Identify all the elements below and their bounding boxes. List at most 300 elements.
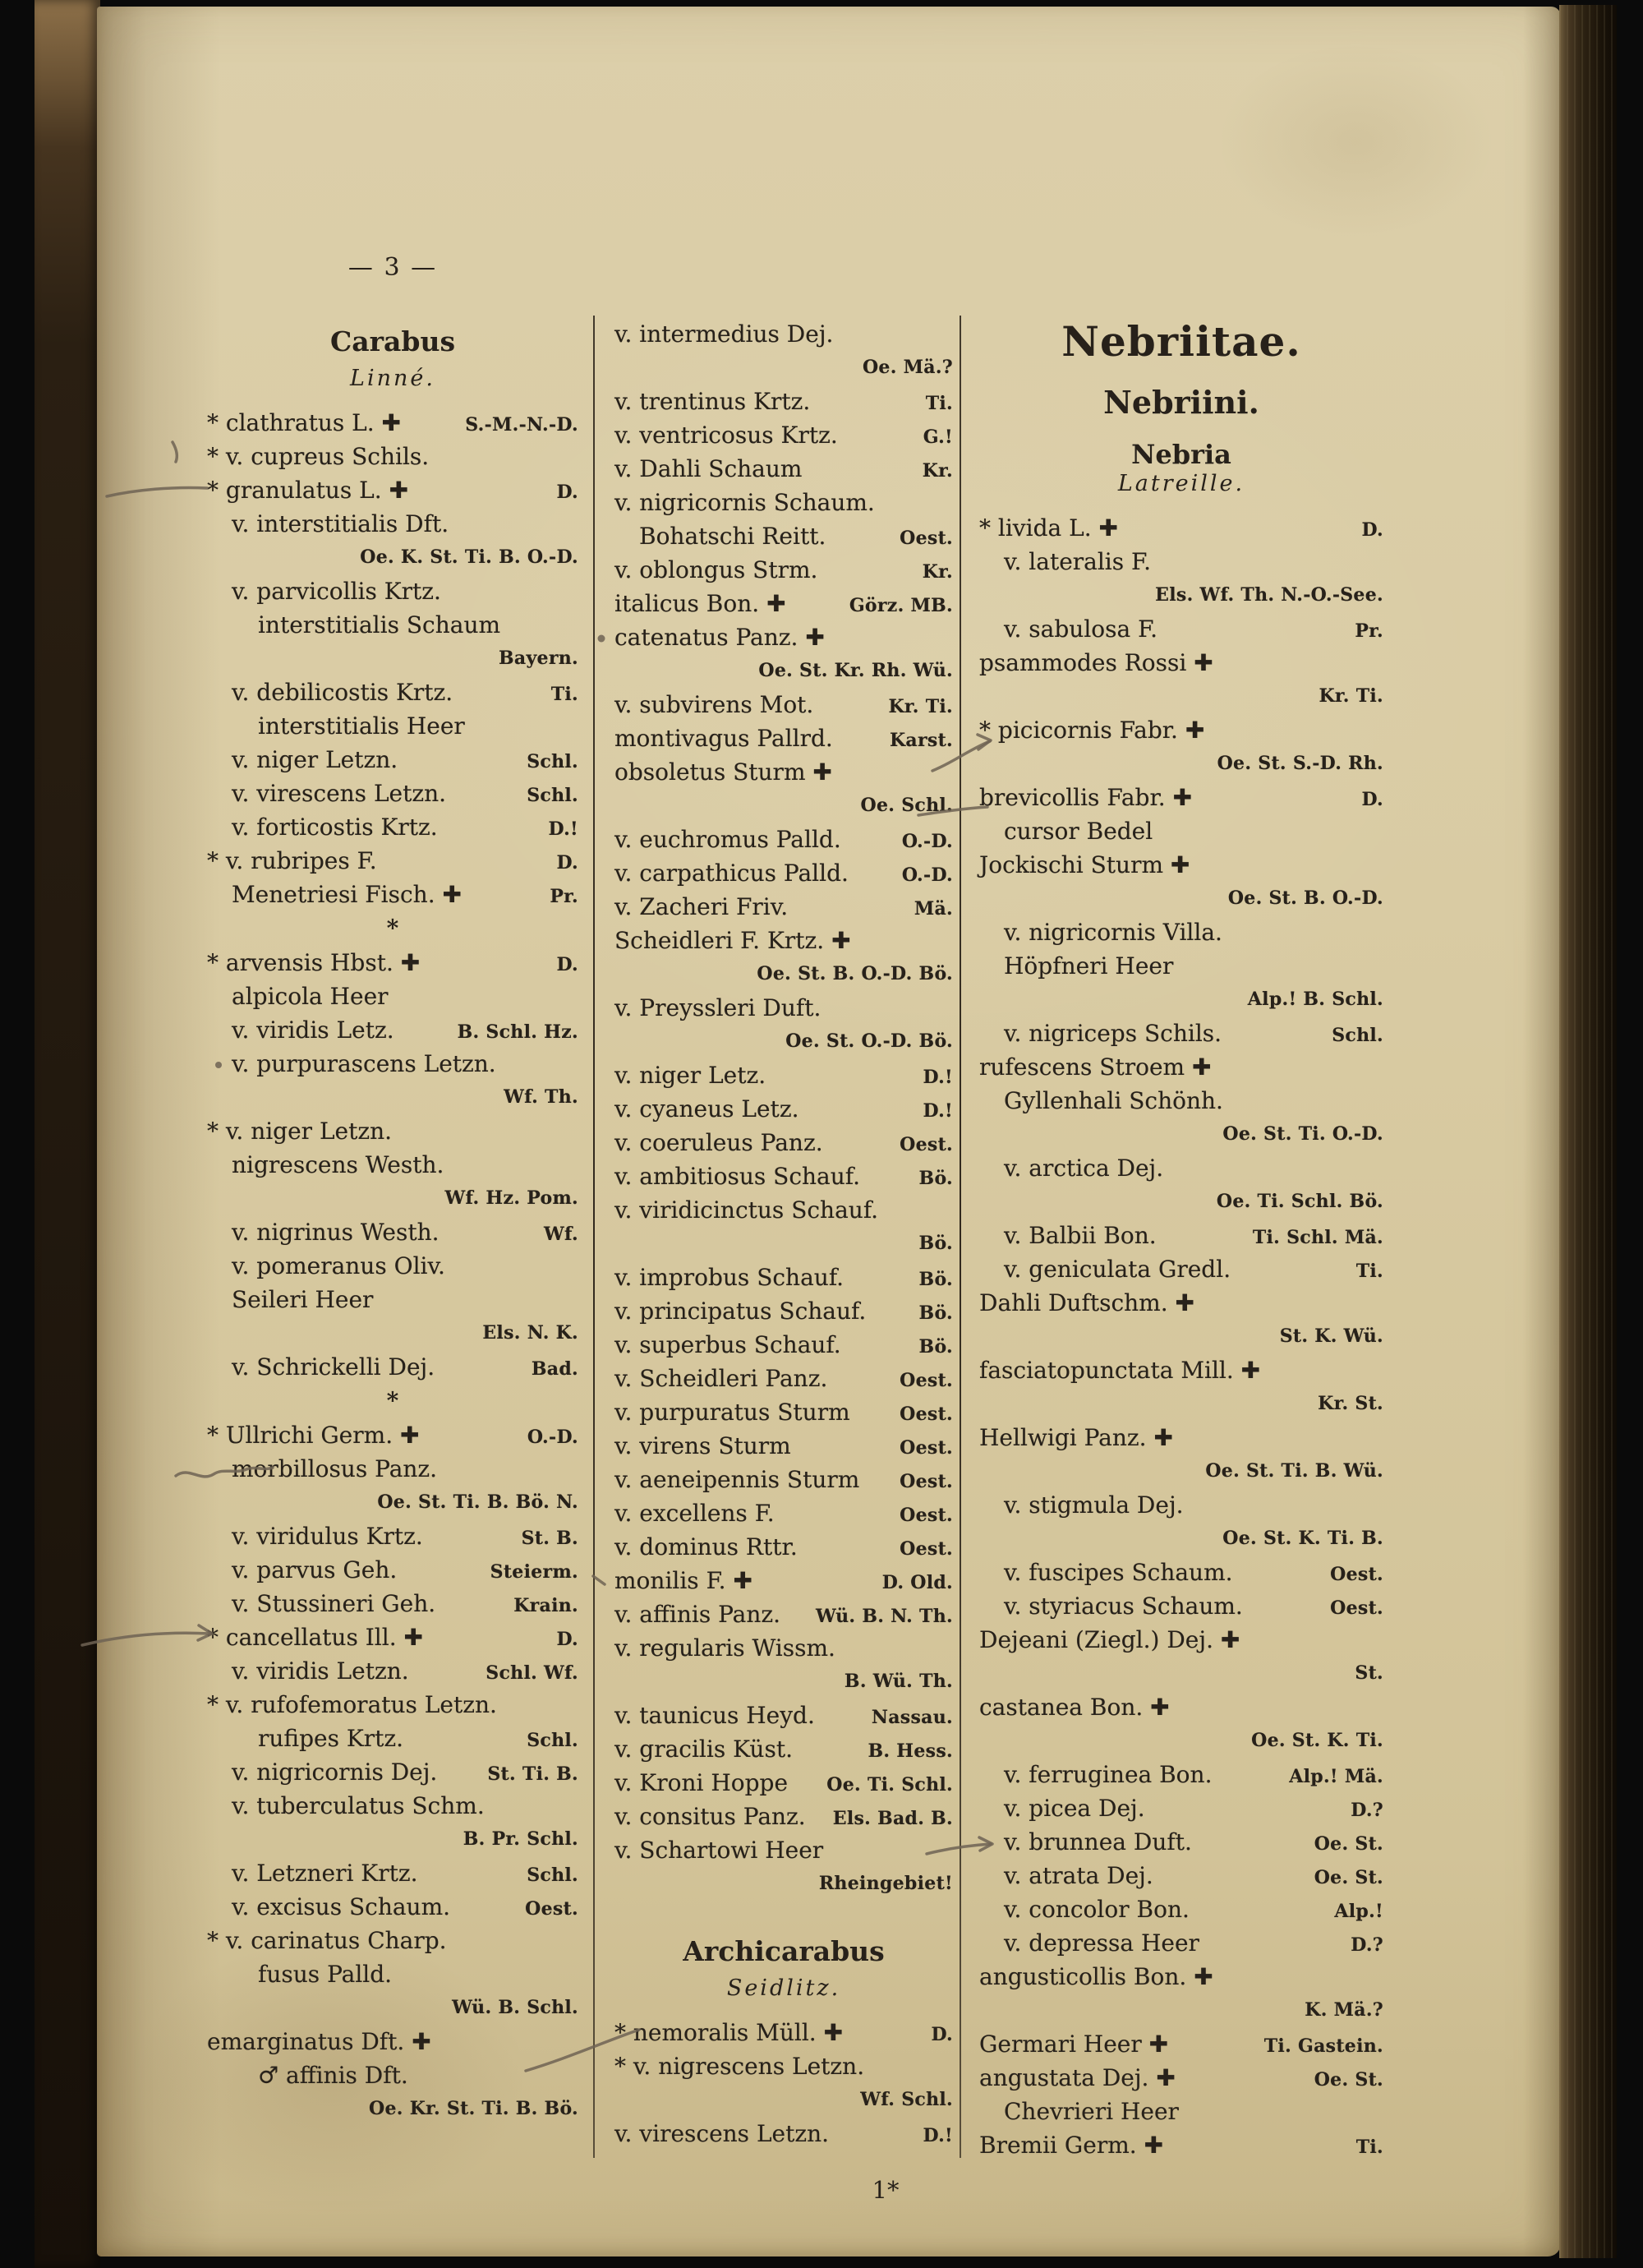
region-abbreviations: D.: [1361, 789, 1383, 810]
signature-mark: 1*: [872, 2176, 900, 2204]
region-abbreviations: Oe. K. St. Ti. B. O.-D.: [360, 546, 578, 568]
catalog-entry: [207, 440, 578, 473]
region-abbreviations: D.: [556, 954, 578, 975]
catalog-entry: [614, 620, 953, 654]
region-abbreviations: Karst.: [890, 730, 953, 751]
region-abbreviations: Wü. B. N. Th.: [816, 1606, 953, 1627]
taxon-name: Gyllenhali Schönh.: [1004, 1087, 1223, 1114]
taxon-name: v. subvirens Mot.: [614, 691, 814, 718]
taxon-name: rufipes Krtz.: [258, 1725, 404, 1752]
region-abbreviations: Oe. St. B. O.-D. Bö.: [757, 963, 953, 984]
catalog-entry: [207, 1350, 578, 1384]
catalog-entry: [614, 1597, 953, 1631]
catalog-entry: [207, 507, 578, 541]
taxon-name: psammodes Rossi ✚: [979, 649, 1213, 676]
region-abbreviations: Oe. Kr. St. Ti. B. Bö.: [369, 2098, 578, 2119]
catalog-entry: [614, 1463, 953, 1496]
catalog-entry: [207, 1452, 578, 1486]
catalog-entry: [979, 646, 1383, 680]
catalog-entry: [979, 2027, 1383, 2061]
region-abbreviations: Schl.: [527, 751, 578, 772]
catalog-entry: [614, 1867, 953, 1901]
taxon-name: v. depressa Heer: [1004, 1929, 1199, 1957]
catalog-entry: [979, 1084, 1383, 1118]
catalog-entry: [614, 553, 953, 587]
region-abbreviations: Oest.: [900, 1505, 953, 1526]
taxon-name: v. consitus Panz.: [614, 1803, 806, 1830]
catalog-entry: [207, 1654, 578, 1688]
region-abbreviations: Kr.: [922, 561, 953, 583]
region-abbreviations: Schl.: [1332, 1025, 1383, 1046]
taxon-name: Höpfneri Heer: [1004, 952, 1174, 980]
region-abbreviations: G.!: [923, 426, 953, 448]
catalog-entry: [979, 680, 1383, 713]
catalog-entry: [207, 1688, 578, 1722]
taxon-name: interstitialis Schaum: [258, 611, 501, 638]
region-abbreviations: Ti.: [550, 684, 578, 705]
catalog-entry: [979, 747, 1383, 781]
region-abbreviations: Oe. St.: [1314, 2069, 1383, 2091]
catalog-entry: [979, 1050, 1383, 1084]
author-name: Linné.: [350, 366, 435, 391]
taxon-name: * clathratus L. ✚: [207, 409, 402, 436]
taxon-name: Chevrieri Heer: [1004, 2098, 1179, 2125]
taxon-name: v. gracilis Küst.: [614, 1736, 793, 1763]
taxon-name: v. excellens F.: [614, 1500, 775, 1527]
taxon-name: emarginatus Dft. ✚: [207, 2028, 431, 2055]
region-abbreviations: Görz. MB.: [849, 595, 953, 616]
taxon-name: fasciatopunctata Mill. ✚: [979, 1357, 1261, 1384]
region-abbreviations: Els. N. K.: [482, 1322, 578, 1344]
taxon-name: v. principatus Schauf.: [614, 1298, 867, 1325]
region-abbreviations: D.: [931, 2024, 953, 2045]
taxon-name: v. virescens Letzn.: [232, 780, 447, 807]
catalog-entry: [614, 2016, 953, 2049]
taxon-name: v. cyaneus Letz.: [614, 1095, 799, 1122]
region-abbreviations: St.: [1355, 1662, 1383, 1684]
taxon-name: v. fuscipes Schaum.: [1004, 1559, 1233, 1586]
catalog-entry: [979, 1859, 1383, 1892]
catalog-entry: [207, 541, 578, 574]
region-abbreviations: Oe. Mä.?: [862, 357, 953, 378]
catalog-entry: [614, 1092, 953, 1126]
taxon-name: v. trentinus Krtz.: [614, 388, 811, 415]
region-abbreviations: B. Pr. Schl.: [463, 1828, 578, 1850]
catalog-entry: [614, 1833, 953, 1867]
catalog-entry: [207, 1148, 578, 1182]
taxon-name: * v. nigrescens Letzn.: [614, 2053, 865, 2080]
column-divider-right: [960, 316, 961, 2158]
region-abbreviations: St. Ti. B.: [487, 1763, 578, 1785]
region-abbreviations: Oe. Schl.: [860, 795, 953, 816]
catalog-entry: [979, 1892, 1383, 1926]
catalog-entry: [979, 1589, 1383, 1623]
catalog-entry: [614, 351, 953, 385]
catalog-entry: [207, 1823, 578, 1856]
catalog-entry: [614, 1631, 953, 1665]
catalog-entry: [614, 317, 953, 351]
taxon-name: * v. rufofemoratus Letzn.: [207, 1691, 497, 1718]
catalog-entry: [207, 1047, 578, 1081]
taxon-name: v. stigmula Dej.: [1004, 1491, 1184, 1519]
region-abbreviations: Wf.: [544, 1224, 578, 1245]
catalog-page: [97, 7, 1561, 2256]
catalog-entry: [614, 1025, 953, 1058]
catalog-entry: [207, 1316, 578, 1350]
catalog-entry: [207, 608, 578, 642]
taxon-name: v. purpuratus Sturm: [614, 1399, 850, 1426]
region-abbreviations: O.-D.: [527, 1427, 578, 1448]
catalog-entry: [979, 1690, 1383, 1724]
catalog-entry: [207, 1249, 578, 1283]
taxon-name: v. Kroni Hoppe: [614, 1769, 789, 1796]
region-abbreviations: Oe. St.: [1314, 1833, 1383, 1855]
taxon-name: Scheidleri F. Krtz. ✚: [614, 927, 851, 954]
region-abbreviations: Oest.: [900, 1134, 953, 1155]
region-abbreviations: Nassau.: [871, 1707, 953, 1728]
column-carabus: [207, 325, 578, 2126]
region-abbreviations: Rheingebiet!: [818, 1873, 953, 1894]
catalog-entry: [207, 743, 578, 777]
author-name: Latreille.: [1117, 471, 1245, 496]
catalog-entry: [207, 810, 578, 844]
taxon-name: ♂ affinis Dft.: [258, 2062, 408, 2089]
catalog-entry: [979, 1185, 1383, 1219]
taxon-name: v. aeneipennis Sturm: [614, 1466, 860, 1493]
region-abbreviations: Schl.: [527, 1730, 578, 1751]
region-abbreviations: B. Schl. Hz.: [457, 1021, 578, 1043]
region-abbreviations: D.!: [923, 1067, 953, 1088]
catalog-entry: [614, 1058, 953, 1092]
taxon-name: v. dominus Rttr.: [614, 1533, 798, 1560]
catalog-entry: [207, 1722, 578, 1755]
region-abbreviations: Oest.: [900, 1538, 953, 1560]
taxon-name: v. taunicus Heyd.: [614, 1702, 815, 1729]
region-abbreviations: D.?: [1351, 1800, 1383, 1821]
column-nebriitae: [979, 319, 1383, 2162]
region-abbreviations: Oe. St. O.-D. Bö.: [785, 1030, 953, 1052]
region-abbreviations: Oest.: [900, 1404, 953, 1425]
taxon-name: monilis F. ✚: [614, 1567, 752, 1594]
region-abbreviations: Wf. Th.: [504, 1086, 578, 1108]
catalog-entry: [979, 949, 1383, 983]
taxon-name: Dahli Duftschm. ✚: [979, 1289, 1194, 1316]
star-separator: *: [386, 915, 399, 942]
taxon-name: v. carpathicus Palld.: [614, 860, 849, 887]
taxon-name: v. Schartowi Heer: [614, 1837, 824, 1864]
region-abbreviations: D.: [556, 852, 578, 874]
catalog-entry: [614, 957, 953, 991]
catalog-entry: [614, 2117, 953, 2150]
region-abbreviations: Ti. Gastein.: [1263, 2035, 1383, 2057]
taxon-name: * v. cupreus Schils.: [207, 443, 430, 470]
column-divider-left: [593, 316, 595, 2158]
region-abbreviations: Oest.: [900, 1437, 953, 1459]
taxon-name: v. brunnea Duft.: [1004, 1828, 1192, 1855]
taxon-name: * cancellatus Ill. ✚: [207, 1624, 423, 1651]
region-abbreviations: Pr.: [550, 886, 578, 907]
region-abbreviations: Oe. St. B. O.-D.: [1227, 887, 1383, 909]
region-abbreviations: Oe. St. K. Ti. B.: [1222, 1528, 1383, 1549]
catalog-entry: [979, 2061, 1383, 2095]
taxon-name: v. picea Dej.: [1004, 1795, 1145, 1822]
region-abbreviations: Alp.! B. Schl.: [1247, 989, 1383, 1010]
catalog-entry: [207, 406, 578, 440]
taxon-heading: Nebriini.: [1103, 384, 1259, 421]
taxon-name: catenatus Panz. ✚: [614, 624, 825, 651]
region-abbreviations: Bö.: [918, 1168, 953, 1189]
taxon-name: * arvensis Hbst. ✚: [207, 949, 421, 976]
taxon-name: v. debilicostis Krtz.: [232, 679, 453, 706]
catalog-entry: [614, 755, 953, 789]
catalog-entry: [614, 418, 953, 452]
catalog-entry: [614, 486, 953, 519]
column-carabus-continued: [614, 317, 953, 2150]
taxon-name: Germari Heer ✚: [979, 2031, 1169, 2058]
taxon-name: Bohatschi Reitt.: [639, 523, 826, 550]
region-abbreviations: D.: [556, 1629, 578, 1650]
catalog-entry: [207, 642, 578, 675]
catalog-entry: [979, 814, 1383, 848]
catalog-entry: [614, 721, 953, 755]
catalog-entry: [207, 1620, 578, 1654]
catalog-entry: [614, 1395, 953, 1429]
region-abbreviations: Steierm.: [490, 1561, 578, 1583]
region-abbreviations: Oe. Ti. Schl.: [826, 1774, 953, 1796]
taxon-name: * granulatus L. ✚: [207, 477, 409, 504]
region-abbreviations: Bayern.: [499, 648, 578, 669]
region-abbreviations: O.-D.: [901, 864, 953, 886]
taxon-name: fusus Palld.: [258, 1961, 393, 1988]
catalog-entry: [207, 878, 578, 911]
catalog-entry: [979, 1286, 1383, 1320]
region-abbreviations: Bö.: [918, 1302, 953, 1324]
catalog-entry: [979, 1960, 1383, 1994]
catalog-entry: [979, 1994, 1383, 2027]
catalog-entry: [614, 1496, 953, 1530]
taxon-name: v. viridis Letzn.: [232, 1657, 409, 1685]
taxon-name: Seileri Heer: [232, 1286, 374, 1313]
taxon-name: * v. niger Letzn.: [207, 1118, 393, 1145]
taxon-name: v. viridulus Krtz.: [232, 1523, 423, 1550]
region-abbreviations: Wf. Hz. Pom.: [444, 1187, 578, 1209]
region-abbreviations: Alp.!: [1334, 1901, 1383, 1922]
region-abbreviations: Bö.: [918, 1233, 953, 1254]
region-abbreviations: Oest.: [900, 1370, 953, 1391]
catalog-entry: [207, 2058, 578, 2092]
taxon-name: v. nigrinus Westh.: [232, 1219, 440, 1246]
region-abbreviations: Oest.: [900, 528, 953, 549]
catalog-entry: [979, 1387, 1383, 1421]
catalog-entry: [614, 1665, 953, 1699]
catalog-entry: [979, 1353, 1383, 1387]
region-abbreviations: Els. Wf. Th. N.-O.-See.: [1155, 584, 1383, 606]
region-abbreviations: D. Old.: [881, 1572, 953, 1593]
taxon-name: v. Stussineri Geh.: [232, 1590, 436, 1617]
catalog-entry: [614, 1530, 953, 1564]
taxon-name: v. oblongus Strm.: [614, 556, 818, 583]
taxon-name: * v. rubripes F.: [207, 847, 377, 874]
catalog-entry: [979, 1488, 1383, 1522]
taxon-name: alpicola Heer: [232, 983, 389, 1010]
taxon-name: * picicornis Fabr. ✚: [979, 717, 1205, 744]
catalog-entry: [207, 709, 578, 743]
taxon-name: v. parvus Geh.: [232, 1556, 398, 1583]
catalog-entry: [979, 1421, 1383, 1454]
taxon-name: v. sabulosa F.: [1004, 615, 1158, 643]
catalog-entry: [979, 1623, 1383, 1657]
catalog-entry: [207, 1587, 578, 1620]
catalog-entry: [614, 385, 953, 418]
region-abbreviations: Kr. St.: [1318, 1393, 1383, 1414]
taxon-name: v. Dahli Schaum: [614, 455, 803, 482]
catalog-entry: [614, 1159, 953, 1193]
taxon-name: morbillosus Panz.: [232, 1455, 438, 1482]
region-abbreviations: Ti.: [1355, 2137, 1383, 2158]
region-abbreviations: Kr.: [922, 460, 953, 482]
taxon-name: brevicollis Fabr. ✚: [979, 784, 1193, 811]
catalog-entry: [207, 1182, 578, 1215]
page-number: — 3 —: [347, 253, 438, 282]
taxon-name: v. Preyssleri Duft.: [614, 994, 822, 1021]
taxon-heading: Nebriitae.: [1061, 317, 1301, 366]
region-abbreviations: D.!: [548, 818, 578, 840]
catalog-entry: [979, 983, 1383, 1016]
catalog-entry: [614, 1328, 953, 1362]
catalog-entry: [207, 1924, 578, 1957]
catalog-entry: [207, 1957, 578, 1991]
taxon-name: v. niger Letz.: [614, 1062, 766, 1089]
taxon-name: v. Scheidleri Panz.: [614, 1365, 828, 1392]
region-abbreviations: Oe. St. Ti. B. Wü.: [1205, 1460, 1383, 1482]
catalog-entry: [979, 1926, 1383, 1960]
author-name: Seidlitz.: [726, 1975, 841, 2001]
catalog-entry: [207, 777, 578, 810]
region-abbreviations: S.-M.-N.-D.: [465, 414, 578, 436]
catalog-entry: [614, 2083, 953, 2117]
catalog-entry: [614, 1564, 953, 1597]
taxon-name: v. virens Sturm: [614, 1432, 791, 1459]
taxon-name: angustata Dej. ✚: [979, 2064, 1176, 2091]
region-abbreviations: Ti. Schl. Mä.: [1252, 1227, 1383, 1248]
region-abbreviations: Oe. St. Kr. Rh. Wü.: [758, 660, 953, 681]
taxon-name: v. ferruginea Bon.: [1004, 1761, 1213, 1788]
catalog-entry: [207, 1418, 578, 1452]
taxon-name: v. atrata Dej.: [1004, 1862, 1153, 1889]
taxon-name: v. ambitiosus Schauf.: [614, 1163, 861, 1190]
taxon-heading: Archicarabus: [683, 1935, 885, 1967]
region-abbreviations: Schl.: [527, 785, 578, 806]
catalog-entry: [614, 991, 953, 1025]
region-abbreviations: St. B.: [521, 1528, 578, 1549]
taxon-name: v. lateralis F.: [1004, 548, 1151, 575]
taxon-name: rufescens Stroem ✚: [979, 1053, 1212, 1081]
star-separator: *: [386, 1387, 399, 1414]
taxon-name: cursor Bedel: [1004, 818, 1153, 845]
region-abbreviations: Bö.: [918, 1336, 953, 1358]
catalog-entry: [207, 1890, 578, 1924]
catalog-entry: [614, 856, 953, 890]
catalog-entry: [979, 1825, 1383, 1859]
region-abbreviations: K. Mä.?: [1305, 1999, 1383, 2021]
taxon-name: * v. carinatus Charp.: [207, 1927, 447, 1954]
taxon-name: v. viridis Letz.: [232, 1016, 394, 1044]
catalog-entry: [207, 1789, 578, 1823]
taxon-name: Jockischi Sturm ✚: [979, 851, 1190, 878]
catalog-entry: [207, 1553, 578, 1587]
region-abbreviations: D.!: [923, 1100, 953, 1122]
catalog-entry: [614, 1227, 953, 1261]
taxon-name: Hellwigi Panz. ✚: [979, 1424, 1173, 1451]
catalog-entry: [207, 1081, 578, 1114]
taxon-name: v. euchromus Palld.: [614, 826, 841, 853]
taxon-name: v. purpurascens Letzn.: [232, 1050, 496, 1077]
taxon-name: castanea Bon. ✚: [979, 1694, 1170, 1721]
region-abbreviations: Wf. Schl.: [860, 2089, 953, 2110]
region-abbreviations: St. K. Wü.: [1279, 1325, 1383, 1347]
catalog-entry: [979, 1758, 1383, 1791]
taxon-name: * nemoralis Müll. ✚: [614, 2019, 844, 2046]
taxon-name: obsoletus Sturm ✚: [614, 758, 832, 786]
taxon-heading: Carabus: [329, 325, 456, 357]
region-abbreviations: Oest.: [900, 1471, 953, 1492]
region-abbreviations: D.?: [1351, 1934, 1383, 1956]
catalog-entry: [979, 1219, 1383, 1252]
catalog-entry: [614, 1766, 953, 1800]
region-abbreviations: Oe. St. K. Ti.: [1251, 1730, 1383, 1751]
region-abbreviations: Pr.: [1355, 620, 1383, 642]
page-stack-edge: [1559, 5, 1617, 2258]
catalog-entry: [614, 1800, 953, 1833]
catalog-entry: [614, 2049, 953, 2083]
taxon-name: v. ventricosus Krtz.: [614, 422, 838, 449]
taxon-name: v. excisus Schaum.: [232, 1893, 451, 1920]
region-abbreviations: O.-D.: [901, 831, 953, 852]
catalog-entry: [614, 654, 953, 688]
catalog-entry: [979, 1724, 1383, 1758]
taxon-name: v. viridicinctus Schauf.: [614, 1196, 879, 1224]
taxon-name: v. styriacus Schaum.: [1004, 1593, 1243, 1620]
catalog-entry: [207, 1013, 578, 1047]
catalog-entry: [207, 675, 578, 709]
catalog-entry: [979, 612, 1383, 646]
region-abbreviations: Oe. St. Ti. B. Bö. N.: [377, 1491, 578, 1513]
region-abbreviations: Mä.: [914, 898, 953, 920]
region-abbreviations: Oe. Ti. Schl. Bö.: [1216, 1191, 1383, 1212]
catalog-entry: [614, 452, 953, 486]
catalog-entry: [979, 848, 1383, 882]
taxon-name: montivagus Pallrd.: [614, 725, 833, 752]
catalog-entry: [979, 1791, 1383, 1825]
catalog-entry: [207, 1215, 578, 1249]
region-abbreviations: Schl. Wf.: [486, 1662, 578, 1684]
catalog-entry: [207, 844, 578, 878]
catalog-entry: [207, 1283, 578, 1316]
taxon-name: v. pomeranus Oliv.: [232, 1252, 445, 1279]
taxon-name: * Ullrichi Germ. ✚: [207, 1422, 420, 1449]
catalog-entry: [207, 1519, 578, 1553]
region-abbreviations: Krain.: [513, 1595, 578, 1616]
taxon-name: interstitialis Heer: [258, 712, 465, 740]
region-abbreviations: B. Hess.: [868, 1740, 953, 1762]
catalog-entry: [614, 890, 953, 924]
taxon-name: v. tuberculatus Schm.: [232, 1792, 485, 1819]
catalog-entry: [979, 579, 1383, 612]
catalog-entry: [979, 1556, 1383, 1589]
taxon-name: v. geniculata Gredl.: [1004, 1256, 1231, 1283]
catalog-entry: [979, 1657, 1383, 1690]
region-abbreviations: D.!: [923, 2125, 953, 2146]
